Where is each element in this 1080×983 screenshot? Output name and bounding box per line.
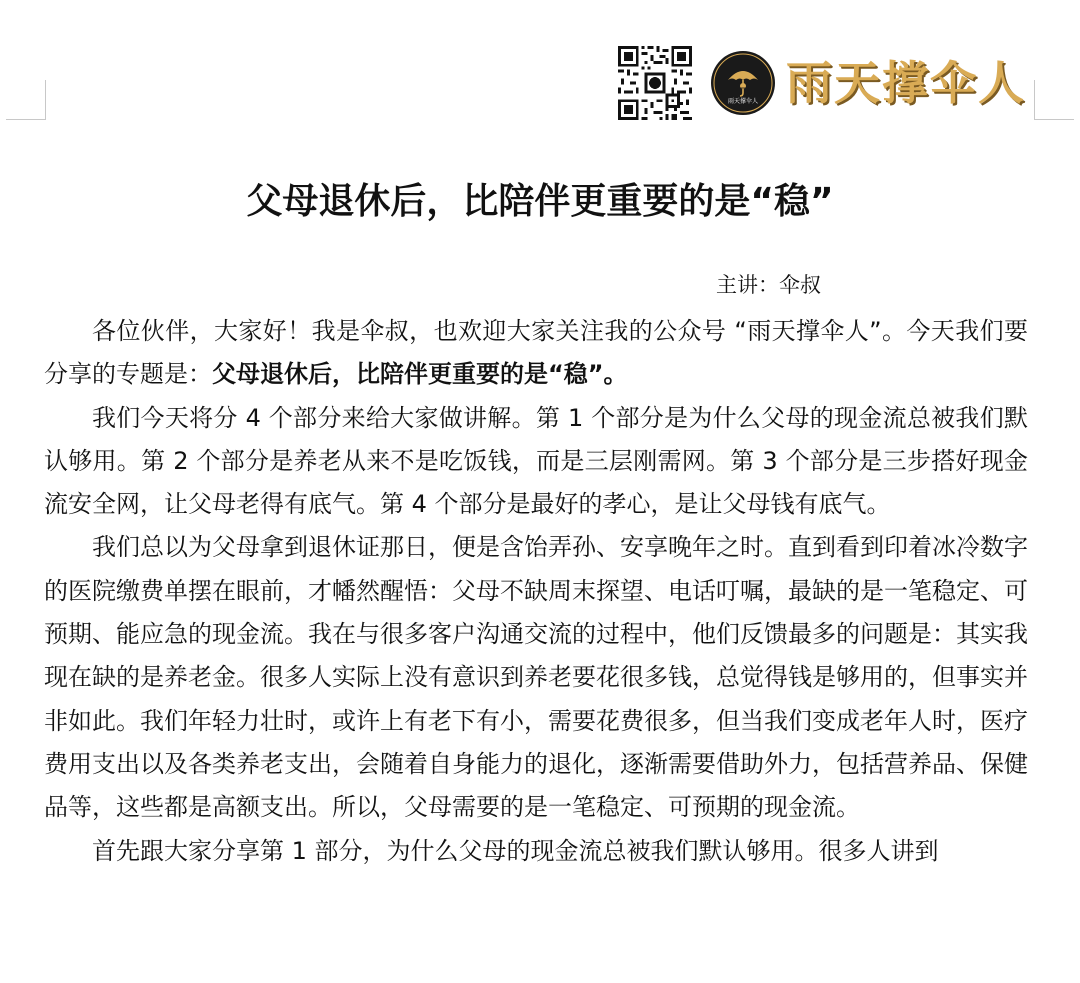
page-corner-mark-right [1034, 80, 1074, 120]
qr-code-icon [618, 46, 692, 120]
speaker-line: 主讲：伞叔 [716, 273, 821, 297]
paragraph-context: 我们总以为父母拿到退休证那日，便是含饴弄孙、安享晚年之时。直到看到印着冰冷数字的医院缴费单摆在眼前，才幡然醒悟：父母不缺周末探望、电话叮嘱，最缺的是一笔稳定、可预期、能应急的现金流。我在与很多客户沟通交流的过程中，他们反馈最多的问题是：其实我现在缺的是养老金。很多人实际上没有意识到养老要花很多钱，总觉得钱是够用的，但事实并非如此。我们年轻力壮时，或许上有老下有小，需要花费很多，但当我们变成老年人时，医疗费用支出以及各类养老支出，会随着自身能力的退化，逐渐需要借助外力，包括营养品、保健品等，这些都是高额支出。所以，父母需要的是一笔稳定、可预期的现金流。 [44, 533, 1028, 822]
brand-name: 雨天撑伞人 [786, 56, 1026, 110]
umbrella-logo-icon [710, 50, 776, 116]
paragraph-text: 各位伙伴，大家好！我是伞叔，也欢迎大家关注我的公众号 “雨天撑伞人”。今天我们要分享的专题是： [44, 317, 1028, 389]
document-body [44, 310, 1028, 873]
logo-caption: 雨天撑伞人 [727, 98, 759, 105]
paragraph-outline: 我们今天将分 4 个部分来给大家做讲解。第 1 个部分是为什么父母的现金流总被我们默认够用。第 2 个部分是养老从来不是吃饭钱，而是三层刚需网。第 3 个部分是三步搭好现金流安全网，让父母老得有底气。第 4 个部分是最好的孝心，是让父母钱有底气。 [44, 403, 1028, 519]
page-corner-mark-left [6, 80, 46, 120]
document-title: 父母退休后，比陪伴更重要的是“稳” [246, 181, 834, 222]
paragraph-part-one: 首先跟大家分享第 1 部分，为什么父母的现金流总被我们默认够用。很多人讲到 [92, 836, 939, 865]
topic-emphasis: 父母退休后，比陪伴更重要的是“稳”。 [212, 360, 628, 389]
paragraph-intro [44, 310, 1028, 397]
header-brand [618, 44, 1026, 122]
